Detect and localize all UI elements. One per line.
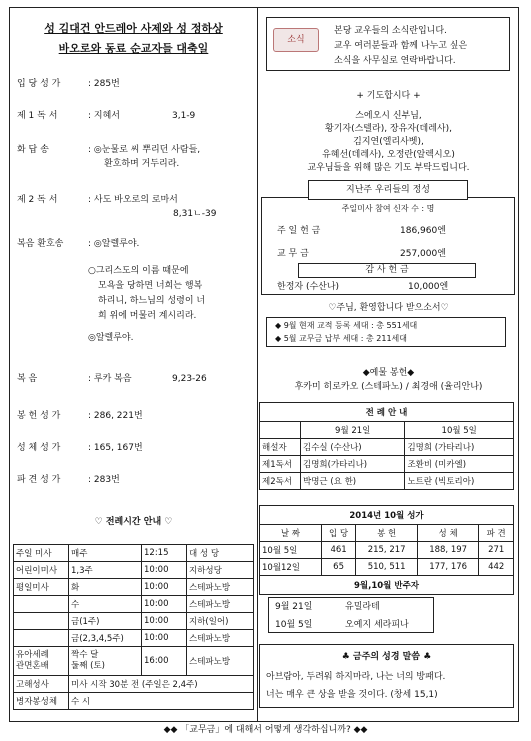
table-row [260, 506, 514, 525]
table-cell: 조환비 (미카엘) [405, 456, 514, 473]
entrance-hymn-label: 입 당 성 가 [17, 79, 61, 89]
entrance-hymn-value: : 285번 [88, 79, 120, 89]
table-cell: 10:00 [142, 579, 187, 596]
table-cell: 화 [69, 579, 142, 596]
table-cell: 수 [69, 596, 142, 613]
dues-label: 교 무 금 [277, 249, 309, 259]
news-line-1: 본당 교우들의 소식란입니다. [334, 26, 447, 36]
wedding-names: 후카미 히로카오 (스테파노) / 최경애 (율리안나) [294, 382, 483, 392]
stats-line-1: ◆ 9월 현재 교적 등록 세대 : 총 551세대 [275, 321, 418, 330]
table-row [260, 422, 514, 439]
liturgy-title: 전 례 안 내 [260, 403, 514, 422]
pray-title: + 기도합시다 + [356, 91, 421, 101]
dues-value: 257,000엔 [400, 249, 446, 259]
table-cell: 스테파노방 [187, 579, 254, 596]
pray-line-5: 교우님들을 위해 많은 기도 부탁드립니다. [307, 163, 470, 173]
table-row [260, 525, 514, 542]
table-cell: 날 짜 [260, 525, 322, 542]
mass-schedule-table [13, 544, 254, 710]
table-cell: 김수실 (수산나) [301, 439, 405, 456]
wedding-title: ◆예물 봉헌◆ [362, 368, 415, 378]
table-cell: 김명희(가타리나) [301, 456, 405, 473]
table-cell: 10:00 [142, 613, 187, 630]
alleluia-line: ◎알렐루야. [88, 333, 134, 343]
hymn-table [259, 505, 514, 595]
verse-line-2: 너는 매우 큰 상을 받을 것이다. (창세 15,1) [266, 690, 438, 700]
acclamation-verse-3: 하리니, 하느님의 성령이 너 [98, 296, 206, 306]
table-cell: 스테파노방 [187, 596, 254, 613]
table-cell: 지하성당 [187, 562, 254, 579]
table-cell: 김명희 (가타리나) [405, 439, 514, 456]
accompanist-date-2: 10월 5일 [275, 620, 313, 630]
table-cell: 스테파노방 [187, 647, 254, 676]
table-cell: 215, 217 [356, 542, 417, 559]
thanks-value: 10,000엔 [408, 282, 449, 292]
table-row [14, 596, 254, 613]
recessional-label: 파 견 성 가 [17, 475, 61, 485]
accompanist-name-1: 유밀라테 [345, 602, 380, 612]
sunday-offering-value: 186,960엔 [400, 226, 446, 236]
table-cell: 10:00 [142, 630, 187, 647]
thanks-title: 감 사 헌 금 [298, 263, 476, 278]
communion-value: : 165, 167번 [88, 443, 143, 453]
table-cell: 박명근 (요 한) [301, 473, 405, 490]
communion-label: 성 체 성 가 [17, 443, 61, 453]
feast-title-line1: 성 김대건 안드레아 사제와 성 정하상 [44, 22, 223, 35]
offering-sub: 주일미사 참여 신자 수 : 명 [341, 204, 435, 213]
table-cell: 스테파노방 [187, 630, 254, 647]
offertory-value: : 286, 221번 [88, 411, 143, 421]
table-cell: 461 [321, 542, 356, 559]
table-cell: 수 시 [69, 693, 254, 710]
table-row [260, 542, 514, 559]
table-cell: 성 체 [417, 525, 478, 542]
table-row [14, 562, 254, 579]
accompanist-name-2: 오예지 세라피나 [345, 620, 409, 630]
table-cell: 10:00 [142, 596, 187, 613]
table-cell: 노트란 (빅토리아) [405, 473, 514, 490]
second-reading-ref: 8,31ㄴ-39 [173, 209, 217, 219]
table-cell: 10월 5일 [260, 542, 322, 559]
table-cell: 금(2,3,4,5주) [69, 630, 142, 647]
stats-line-2: ◆ 5월 교무금 납부 세대 : 총 211세대 [275, 334, 408, 343]
table-cell [260, 422, 301, 439]
table-cell: 대 성 당 [187, 545, 254, 562]
acclamation-verse-2: 모욕을 당하면 너희는 행복 [98, 281, 203, 291]
table-row [14, 613, 254, 630]
table-cell: 1,3주 [69, 562, 142, 579]
liturgy-table [259, 402, 514, 490]
verse-title: ♣ 금주의 성경 말씀 ♣ [341, 652, 432, 662]
verse-line-1: 아브람아, 두려워 하지마라, 나는 너의 방패다. [266, 672, 446, 682]
table-row [260, 576, 514, 595]
table-cell: 177, 176 [417, 559, 478, 576]
table-cell: 병자봉성체 [14, 693, 69, 710]
table-cell: 442 [479, 559, 514, 576]
table-cell: 미사 시작 30분 전 (주일은 2,4주) [69, 676, 254, 693]
table-row [14, 676, 254, 693]
accompanist-box [268, 597, 434, 633]
welcome-line: ♡주님, 환영합니다 받으소서♡ [328, 303, 449, 313]
table-cell: 금(1주) [69, 613, 142, 630]
news-line-3: 소식을 사무실로 연락바랍니다. [334, 56, 456, 66]
gospel-label: 복 음 [17, 374, 38, 384]
gospel-value: : 루카 복음 [88, 374, 132, 384]
table-row [260, 473, 514, 490]
table-cell: 유아세례 관면혼배 [14, 647, 69, 676]
table-cell: 짝수 달 둘째 (토) [69, 647, 142, 676]
table-cell: 16:00 [142, 647, 187, 676]
second-reading-value: : 사도 바오로의 로마서 [88, 195, 178, 205]
table-cell: 해설자 [260, 439, 301, 456]
verse-box [259, 644, 514, 708]
table-cell: 평일미사 [14, 579, 69, 596]
table-cell: 10월 5일 [405, 422, 514, 439]
psalm-value-cont: 환호하며 거두리라. [104, 159, 180, 169]
mass-schedule-title: ♡ 전례시간 안내 ♡ [94, 517, 173, 527]
table-cell: 파 견 [479, 525, 514, 542]
sunday-offering-label: 주 일 헌 금 [277, 226, 321, 236]
second-reading-label: 제 2 독 서 [17, 195, 58, 205]
table-cell: 제2독서 [260, 473, 301, 490]
psalm-label: 화 답 송 [17, 145, 49, 155]
table-cell: 9월 21일 [301, 422, 405, 439]
table-cell: 10월12일 [260, 559, 322, 576]
table-row [14, 647, 254, 676]
table-cell: 주일 미사 [14, 545, 69, 562]
table-cell: 188, 197 [417, 542, 478, 559]
pray-line-1: 스에오시 신부님, [355, 111, 422, 121]
thanks-name: 한정자 (수산나) [277, 282, 340, 292]
table-row [14, 545, 254, 562]
table-cell: 어린이미사 [14, 562, 69, 579]
hymn-title: 2014년 10월 성가 [260, 506, 514, 525]
table-cell: 271 [479, 542, 514, 559]
table-cell: 매주 [69, 545, 142, 562]
news-box [266, 17, 510, 71]
accompanist-title: 9월,10월 반주자 [260, 576, 514, 595]
first-reading-ref: 3,1-9 [172, 111, 196, 121]
first-reading-label: 제 1 독 서 [17, 111, 58, 121]
table-row [14, 693, 254, 710]
table-cell [14, 630, 69, 647]
psalm-value: : ◎눈물로 씨 뿌리던 사람들, [88, 145, 201, 155]
table-cell: 입 당 [321, 525, 356, 542]
table-row [14, 579, 254, 596]
footer-question: ◆◆ 「교무금」에 대해서 어떻게 생각하십니까? ◆◆ [163, 725, 368, 735]
acclamation-label: 복음 환호송 [17, 239, 64, 249]
table-cell [14, 613, 69, 630]
stats-box [266, 317, 506, 347]
table-row [260, 439, 514, 456]
table-row [260, 403, 514, 422]
acclamation-verse-4: 희 위에 머물러 계시리라. [98, 311, 197, 321]
acclamation-value: : ◎알렐루야. [88, 239, 140, 249]
pray-line-2: 황기자(스텔라), 장유자(데레사), [325, 124, 452, 134]
table-cell: 지하(일어) [187, 613, 254, 630]
offertory-label: 봉 헌 성 가 [17, 411, 61, 421]
offering-title: 지난주 우리들의 정성 [308, 180, 468, 200]
table-row [14, 630, 254, 647]
table-cell: 고해성사 [14, 676, 69, 693]
accompanist-date-1: 9월 21일 [275, 602, 313, 612]
table-cell: 510, 511 [356, 559, 417, 576]
table-cell: 65 [321, 559, 356, 576]
table-cell [14, 596, 69, 613]
table-row [260, 559, 514, 576]
table-cell: 제1독서 [260, 456, 301, 473]
news-icon: 소식 [273, 28, 319, 52]
recessional-value: : 283번 [88, 475, 120, 485]
news-line-2: 교우 여러분들과 함께 나누고 싶은 [334, 41, 468, 51]
feast-title-line2: 바오로와 동료 순교자들 대축일 [58, 42, 209, 55]
pray-line-3: 김지연(엘리사벳), [353, 137, 424, 147]
pray-line-4: 유혜선(데레사), 오정란(알렉시오) [322, 150, 455, 160]
acclamation-verse-1: ○그리스도의 이름 때문에 [88, 266, 189, 276]
table-cell: 10:00 [142, 562, 187, 579]
table-cell: 봉 헌 [356, 525, 417, 542]
table-cell: 12:15 [142, 545, 187, 562]
gospel-ref: 9,23-26 [172, 374, 207, 384]
first-reading-value: : 지혜서 [88, 111, 120, 121]
table-row [260, 456, 514, 473]
